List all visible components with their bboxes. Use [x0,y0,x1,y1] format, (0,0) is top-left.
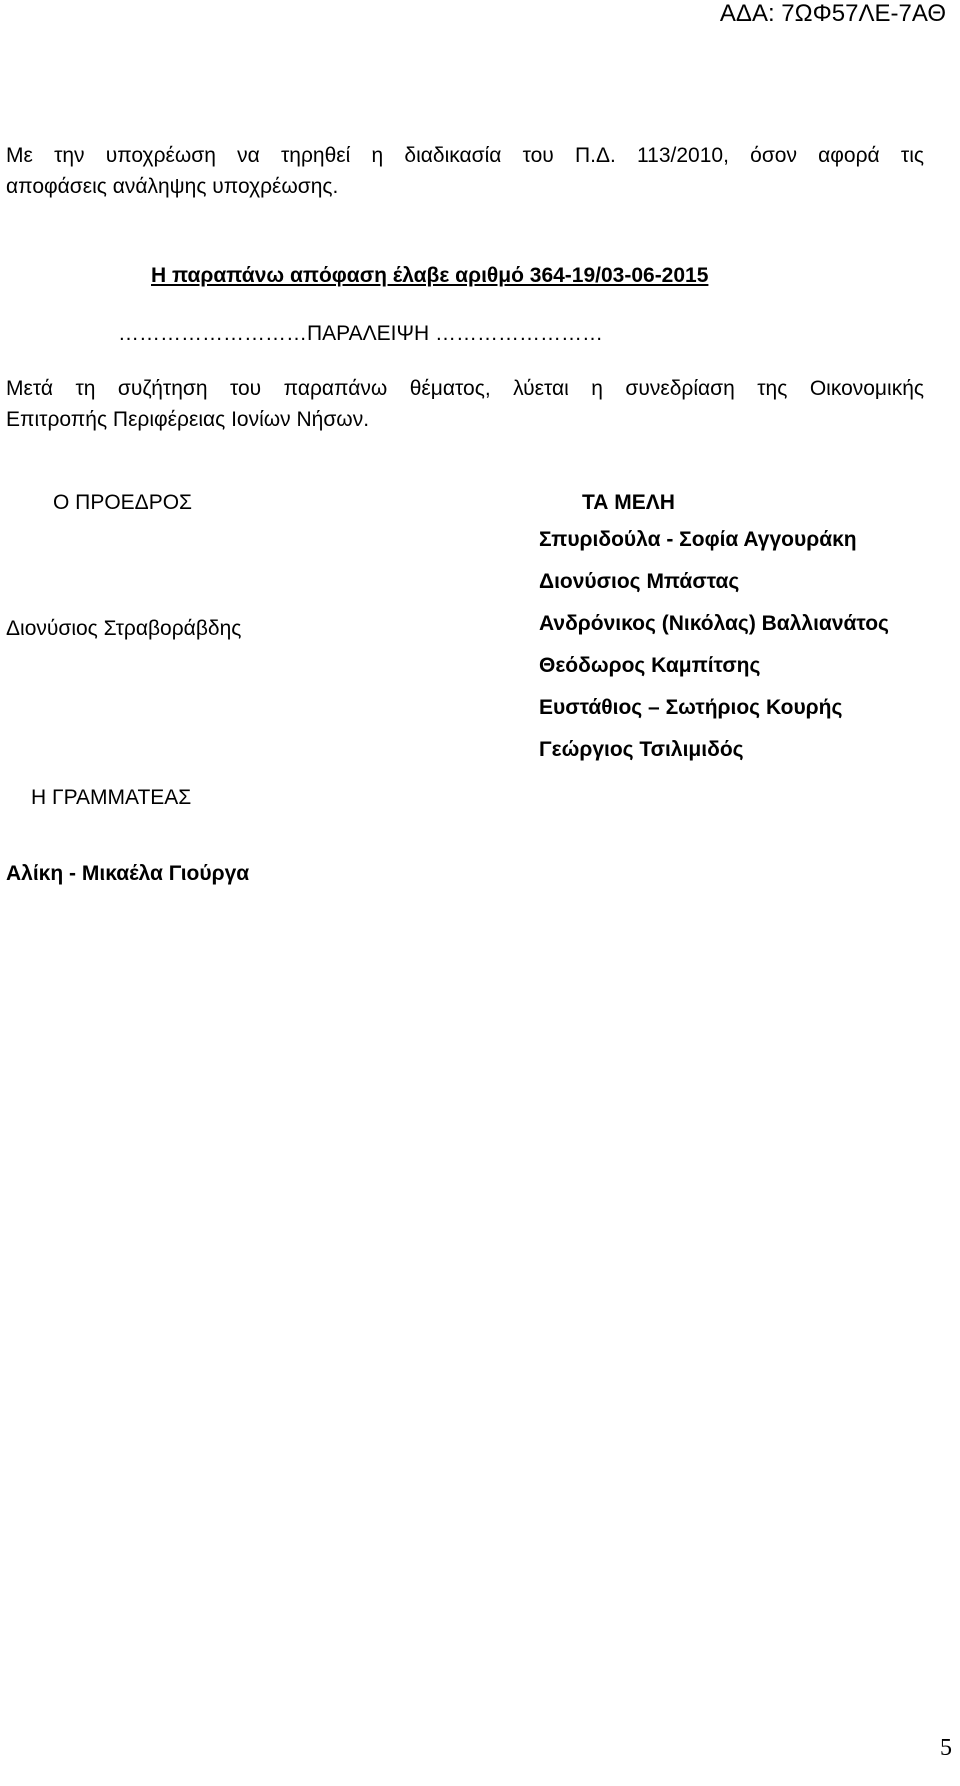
members-list [539,519,889,771]
president-title: Ο ΠΡΟΕΔΡΟΣ [53,491,193,514]
omission-line: ………………………ΠΑΡΑΛΕΙΨΗ …………………… [118,322,604,345]
closing-paragraph-line-1: Μετά τη συζήτηση του παραπάνω θέματος, λύεται η συνεδρίαση της Οικονομικής [6,377,924,400]
closing-paragraph-line-2: Επιτροπής Περιφέρειας Ιονίων Νήσων. [6,408,370,431]
members-title: ΤΑ ΜΕΛΗ [582,491,675,514]
member-name: Ευστάθιος – Σωτήριος Κουρής [539,696,843,719]
obligation-paragraph [6,140,924,202]
member-name: Σπυριδούλα - Σοφία Αγγουράκη [539,528,857,551]
obligation-paragraph-line-1: Με την υποχρέωση να τηρηθεί η διαδικασία του Π.Δ. 113/2010, όσον αφορά τις [6,144,924,167]
member-name: Ανδρόνικος (Νικόλας) Βαλλιανάτος [539,612,889,635]
closing-paragraph [6,373,924,435]
member-name: Γεώργιος Τσιλιμιδός [539,738,744,761]
president-name: Διονύσιος Στραβοράβδης [6,617,242,640]
secretary-title: Η ΓΡΑΜΜΑΤΕΑΣ [31,786,192,809]
decision-number-line: Η παραπάνω απόφαση έλαβε αριθμό 364-19/03-06-2015 [151,264,709,287]
page-number: 5 [940,1735,952,1761]
member-name: Θεόδωρος Καμπίτσης [539,654,761,677]
ada-code: ΑΔΑ: 7ΩΦ57ΛΕ-7ΑΘ [719,0,946,27]
obligation-paragraph-line-2: αποφάσεις ανάληψης υποχρέωσης. [6,175,339,198]
member-name: Διονύσιος Μπάστας [539,570,740,593]
secretary-name: Αλίκη - Μικαέλα Γιούργα [6,862,250,885]
